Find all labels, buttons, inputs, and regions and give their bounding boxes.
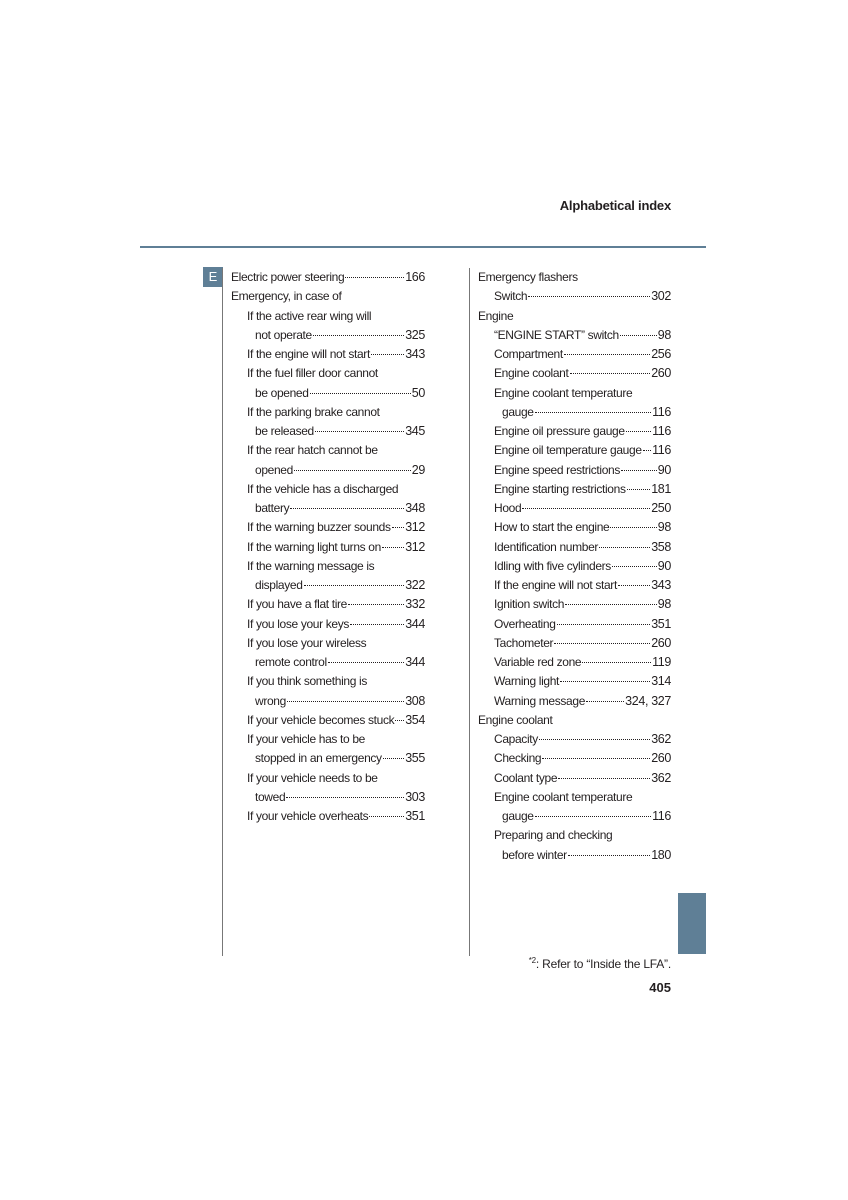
index-entry-page: 260 [651,366,671,381]
index-entry [231,499,425,518]
dot-leader [522,508,650,509]
dot-leader [535,412,651,413]
index-entry [478,769,671,788]
middle-column-divider [469,268,470,956]
dot-leader [392,527,405,528]
index-entry-label: opened [255,462,293,477]
page-number: 405 [649,980,671,995]
index-entry-label: Variable red zone [494,655,582,669]
index-entry-page: 314 [651,674,671,689]
index-entry-page: 90 [657,462,671,477]
index-column-left [231,268,425,826]
index-entry [231,769,425,788]
index-entry-label: Capacity [494,732,538,746]
index-entry [478,518,671,537]
footnote-marker: *2 [528,956,536,965]
index-entry-label: Coolant type [494,770,558,785]
dot-leader [643,450,651,451]
dot-leader [345,277,404,278]
index-entry [231,711,425,730]
index-entry-label: displayed [255,578,303,592]
index-entry [478,653,671,672]
dot-leader [586,701,624,702]
index-entry-page: 345 [405,424,425,438]
index-entry [478,672,671,691]
index-entry-label: Ignition switch [494,597,565,612]
index-entry-page: 256 [651,347,671,361]
dot-leader [610,527,656,528]
index-entry-label: Warning message [494,693,586,708]
dot-leader [539,739,650,740]
dot-leader [554,643,650,644]
index-entry [478,711,671,730]
index-entry-page: 322 [405,578,425,592]
dot-leader [558,778,650,779]
dot-leader [565,604,657,605]
header-divider [140,246,706,248]
dot-leader [350,624,404,625]
index-entry [231,480,425,499]
index-entry [231,384,425,403]
index-entry [478,557,671,576]
index-entry-page: 98 [657,327,671,342]
index-entry-label: not operate [255,327,312,342]
dot-leader [612,566,657,567]
index-entry-label: wrong [255,693,286,708]
index-entry [478,846,671,865]
index-entry-page: 98 [657,597,671,612]
dot-leader [618,585,650,586]
dot-leader [287,701,404,702]
index-entry [231,422,425,441]
index-entry [478,576,671,595]
index-entry-label: Engine coolant [478,712,553,727]
index-entry [478,826,671,845]
dot-leader [620,335,657,336]
index-entry [231,749,425,768]
index-entry-label: If the warning buzzer sounds [247,520,391,535]
index-entry [231,364,425,383]
index-entry-page: 354 [405,712,425,727]
index-entry [478,634,671,653]
dot-leader [348,604,404,605]
index-entry-label: Switch [494,289,528,304]
index-entry-label: If your vehicle overheats [247,809,369,823]
index-entry-label: If the vehicle has a discharged [247,481,399,496]
index-entry-label: gauge [502,404,534,419]
index-entry [231,672,425,691]
dot-leader [382,547,404,548]
section-letter-tab: E [203,267,223,287]
index-entry-label: gauge [502,809,534,823]
index-entry-page: 351 [651,616,671,631]
index-entry [231,653,425,672]
index-entry-label: stopped in an emergency [255,751,382,766]
index-entry-page: 90 [657,558,671,573]
index-entry [478,538,671,557]
dot-leader [568,855,650,856]
index-entry-label: Engine coolant [494,366,569,381]
index-entry-label: Warning light [494,674,560,689]
index-entry [231,788,425,807]
index-entry [231,730,425,749]
index-entry-page: 119 [652,655,671,669]
index-entry-page: 312 [405,520,425,535]
index-entry-page: 312 [405,539,425,554]
index-entry-label: Checking [494,751,542,766]
index-entry [231,307,425,326]
dot-leader [294,470,411,471]
dot-leader [626,431,651,432]
index-entry-label: If the active rear wing will [247,308,372,323]
index-entry [478,422,671,441]
index-entry [231,595,425,614]
index-entry-page: 344 [405,655,425,669]
index-entry-label: If your vehicle becomes stuck [247,712,395,727]
dot-leader [315,431,404,432]
index-entry-page: 250 [651,501,671,515]
index-entry-page: 325 [405,327,425,342]
index-entry [478,307,671,326]
index-entry [478,499,671,518]
dot-leader [286,797,404,798]
index-entry-label: How to start the engine [494,520,610,535]
index-entry-page: 29 [411,462,425,477]
index-entry [231,441,425,460]
index-entry [231,692,425,711]
index-entry [478,287,671,306]
index-entry [478,749,671,768]
index-entry-label: be released [255,424,314,438]
dot-leader [621,470,657,471]
dot-leader [395,720,404,721]
index-entry-label: Engine oil pressure gauge [494,424,625,438]
index-entry [478,807,671,826]
index-entry-label: Emergency flashers [478,270,578,284]
index-entry-page: 98 [657,520,671,535]
dot-leader [371,354,404,355]
index-entry-label: If you lose your keys [247,616,350,631]
index-entry [478,403,671,422]
index-entry [231,518,425,537]
index-entry-page: 362 [651,732,671,746]
index-entry [231,557,425,576]
index-entry-page: 50 [411,385,425,400]
index-entry-label: Engine coolant temperature [494,385,633,400]
dot-leader [599,547,650,548]
index-entry [478,595,671,614]
index-entry-label: before winter [502,847,567,862]
index-entry [231,326,425,345]
dot-leader [570,373,651,374]
index-entry [478,788,671,807]
index-entry-page: 166 [405,270,425,284]
index-entry-label: “ENGINE START” switch [494,327,619,342]
index-entry-page: 355 [405,751,425,766]
dot-leader [304,585,405,586]
dot-leader [369,816,404,817]
index-entry-label: Compartment [494,347,563,361]
index-entry-label: Engine starting restrictions [494,481,626,496]
index-entry-label: If the warning light turns on [247,539,381,554]
dot-leader [328,662,404,663]
dot-leader [564,354,650,355]
index-entry-label: Identification number [494,539,599,554]
dot-leader [313,335,404,336]
index-entry-page: 180 [651,847,671,862]
index-entry-label: If you think something is [247,674,367,689]
dot-leader [557,624,651,625]
index-entry-label: Preparing and checking [494,828,613,843]
index-entry [478,692,671,711]
index-entry-label: Emergency, in case of [231,289,342,304]
index-entry-page: 308 [405,693,425,708]
index-entry [478,268,671,287]
index-entry-page: 116 [652,809,671,823]
index-entry [478,461,671,480]
dot-leader [535,816,651,817]
index-entry [478,364,671,383]
index-entry-page: 116 [652,404,671,419]
index-entry-page: 348 [405,501,425,515]
index-entry [231,287,425,306]
dot-leader [542,758,650,759]
index-entry-label: If your vehicle has to be [247,732,365,746]
index-column-right [478,268,671,865]
dot-leader [528,296,650,297]
index-entry-page: 343 [651,578,671,592]
index-entry-page: 351 [405,809,425,823]
index-entry-label: If the parking brake cannot [247,404,380,419]
index-entry-page: 303 [405,789,425,804]
index-entry [231,461,425,480]
index-entry-label: Electric power steering [231,270,345,284]
index-entry-page: 343 [405,347,425,361]
index-entry-label: If the fuel filler door cannot [247,366,378,381]
index-entry [478,326,671,345]
index-entry-label: battery [255,501,290,515]
index-entry-page: 260 [651,751,671,766]
index-entry-label: If the rear hatch cannot be [247,443,378,458]
index-entry-label: Engine coolant temperature [494,789,633,804]
dot-leader [290,508,404,509]
index-entry-label: remote control [255,655,327,669]
index-entry [478,345,671,364]
index-entry-label: Tachometer [494,635,554,650]
index-entry-label: Hood [494,501,522,515]
index-entry [231,634,425,653]
index-entry [231,538,425,557]
index-entry-page: 302 [651,289,671,304]
index-entry [231,403,425,422]
index-entry [478,615,671,634]
index-entry-page: 358 [651,539,671,554]
index-entry-label: Engine [478,308,514,323]
index-entry [478,730,671,749]
chapter-thumb-tab [678,893,706,954]
index-entry-label: If the engine will not start [247,347,370,361]
index-entry [231,576,425,595]
index-entry-page: 181 [651,481,671,496]
index-entry-label: If you lose your wireless [247,635,367,650]
index-entry-label: be opened [255,385,309,400]
dot-leader [560,681,650,682]
index-entry-page: 362 [651,770,671,785]
footnote-text: : Refer to “Inside the LFA”. [535,957,671,971]
index-entry [231,807,425,826]
dot-leader [582,662,651,663]
index-entry-label: If you have a flat tire [247,597,348,612]
index-entry-label: Engine oil temperature gauge [494,443,642,458]
index-entry [478,384,671,403]
dot-leader [627,489,651,490]
footnote [529,956,671,971]
index-entry-label: Overheating [494,616,556,631]
index-entry [478,441,671,460]
dot-leader [310,393,411,394]
index-entry-label: towed [255,789,286,804]
index-entry-page: 344 [405,616,425,631]
index-entry-page: 116 [652,443,671,458]
index-entry-label: Engine speed restrictions [494,462,620,477]
index-entry-label: If the warning message is [247,558,375,573]
index-entry-page: 116 [652,424,671,438]
index-entry-label: If the engine will not start [494,578,617,592]
page-header-title: Alphabetical index [559,198,671,213]
index-entry-label: Idling with five cylinders [494,558,611,573]
index-entry [231,615,425,634]
index-entry-page: 324, 327 [625,693,671,708]
index-entry [478,480,671,499]
left-column-divider [222,268,223,956]
index-entry-label: If your vehicle needs to be [247,770,378,785]
index-entry-page: 332 [405,597,425,612]
index-entry [231,268,425,287]
index-entry [231,345,425,364]
dot-leader [383,758,404,759]
index-entry-page: 260 [651,635,671,650]
